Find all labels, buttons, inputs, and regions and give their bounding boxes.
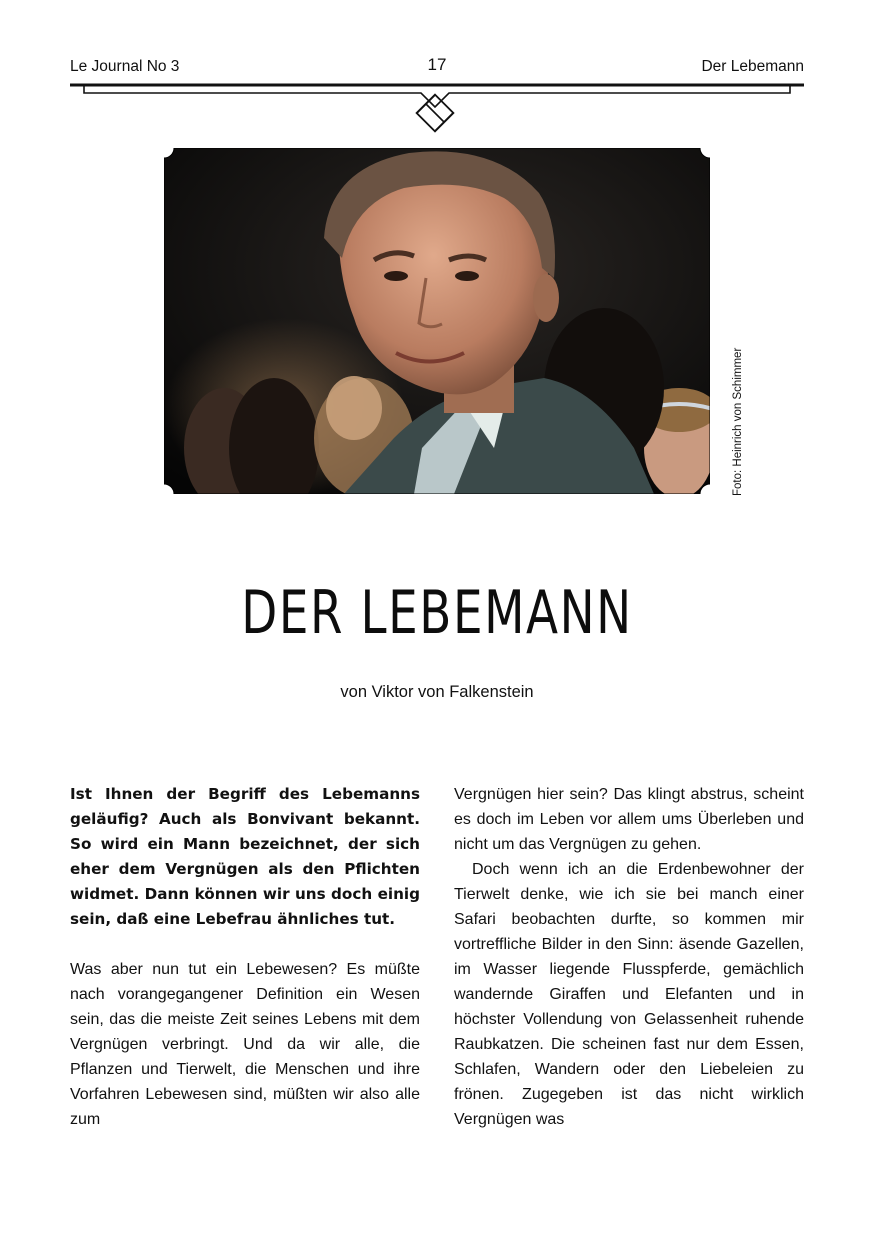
page-number: 17 <box>427 55 447 74</box>
text-column-left <box>70 782 420 1132</box>
article-paragraph-continued: Vergnügen hier sein? Das klingt abstrus, scheint es doch im Leben vor allem ums Überleben und nicht um das Vergnügen zu gehen. <box>454 786 804 853</box>
photo-credit: Foto: Heinrich von Schimmer <box>732 347 744 496</box>
running-header-left: Le Journal No 3 <box>70 58 180 75</box>
text-column-right <box>454 782 804 1132</box>
article-paragraph: Doch wenn ich an die Erdenbewohner der Tierwelt denke, wie ich sie bei manch einer Safari beobachten durfte, so kommen mir vortreffliche Bilder in den Sinn: äsende Gazellen, im Wasser liegende Flusspferde, gemächlich wandernde Giraffen und Elefanten und in höchster Vollendung von Gelassenheit ruhende Raubkatzen. Die scheinen fast nur dem Essen, Schlafen, Wandern oder den Liebeleien zu frönen. Zugegeben ist das nicht wirklich Vergnügen was <box>454 861 804 1128</box>
art-deco-divider <box>70 80 804 134</box>
article-photo <box>164 148 710 494</box>
running-header-right: Der Lebemann <box>701 58 804 75</box>
article-byline: von Viktor von Falkenstein <box>340 683 534 701</box>
article-paragraph: Was aber nun tut ein Lebewesen? Es müßte nach vorangegangener Definition ein Wesen sein, das die meiste Zeit seines Lebens mit dem Vergnügen verbringt. Und da wir alle, die Pflanzen und Tierwelt, die Menschen und ihre Vorfahren Lebewesen sind, müßten wir also alle zum <box>70 961 420 1128</box>
article-lead: Ist Ihnen der Begriff des Lebemanns geläufig? Auch als Bonvivant bekannt. So wird ein Mann bezeichnet, der sich eher dem Vergnügen als den Pflichten widmet. Dann können wir uns doch einig sein, daß eine Lebefrau ähnliches tut. <box>70 785 420 928</box>
article-title: DER LEBEMANN <box>241 578 633 648</box>
